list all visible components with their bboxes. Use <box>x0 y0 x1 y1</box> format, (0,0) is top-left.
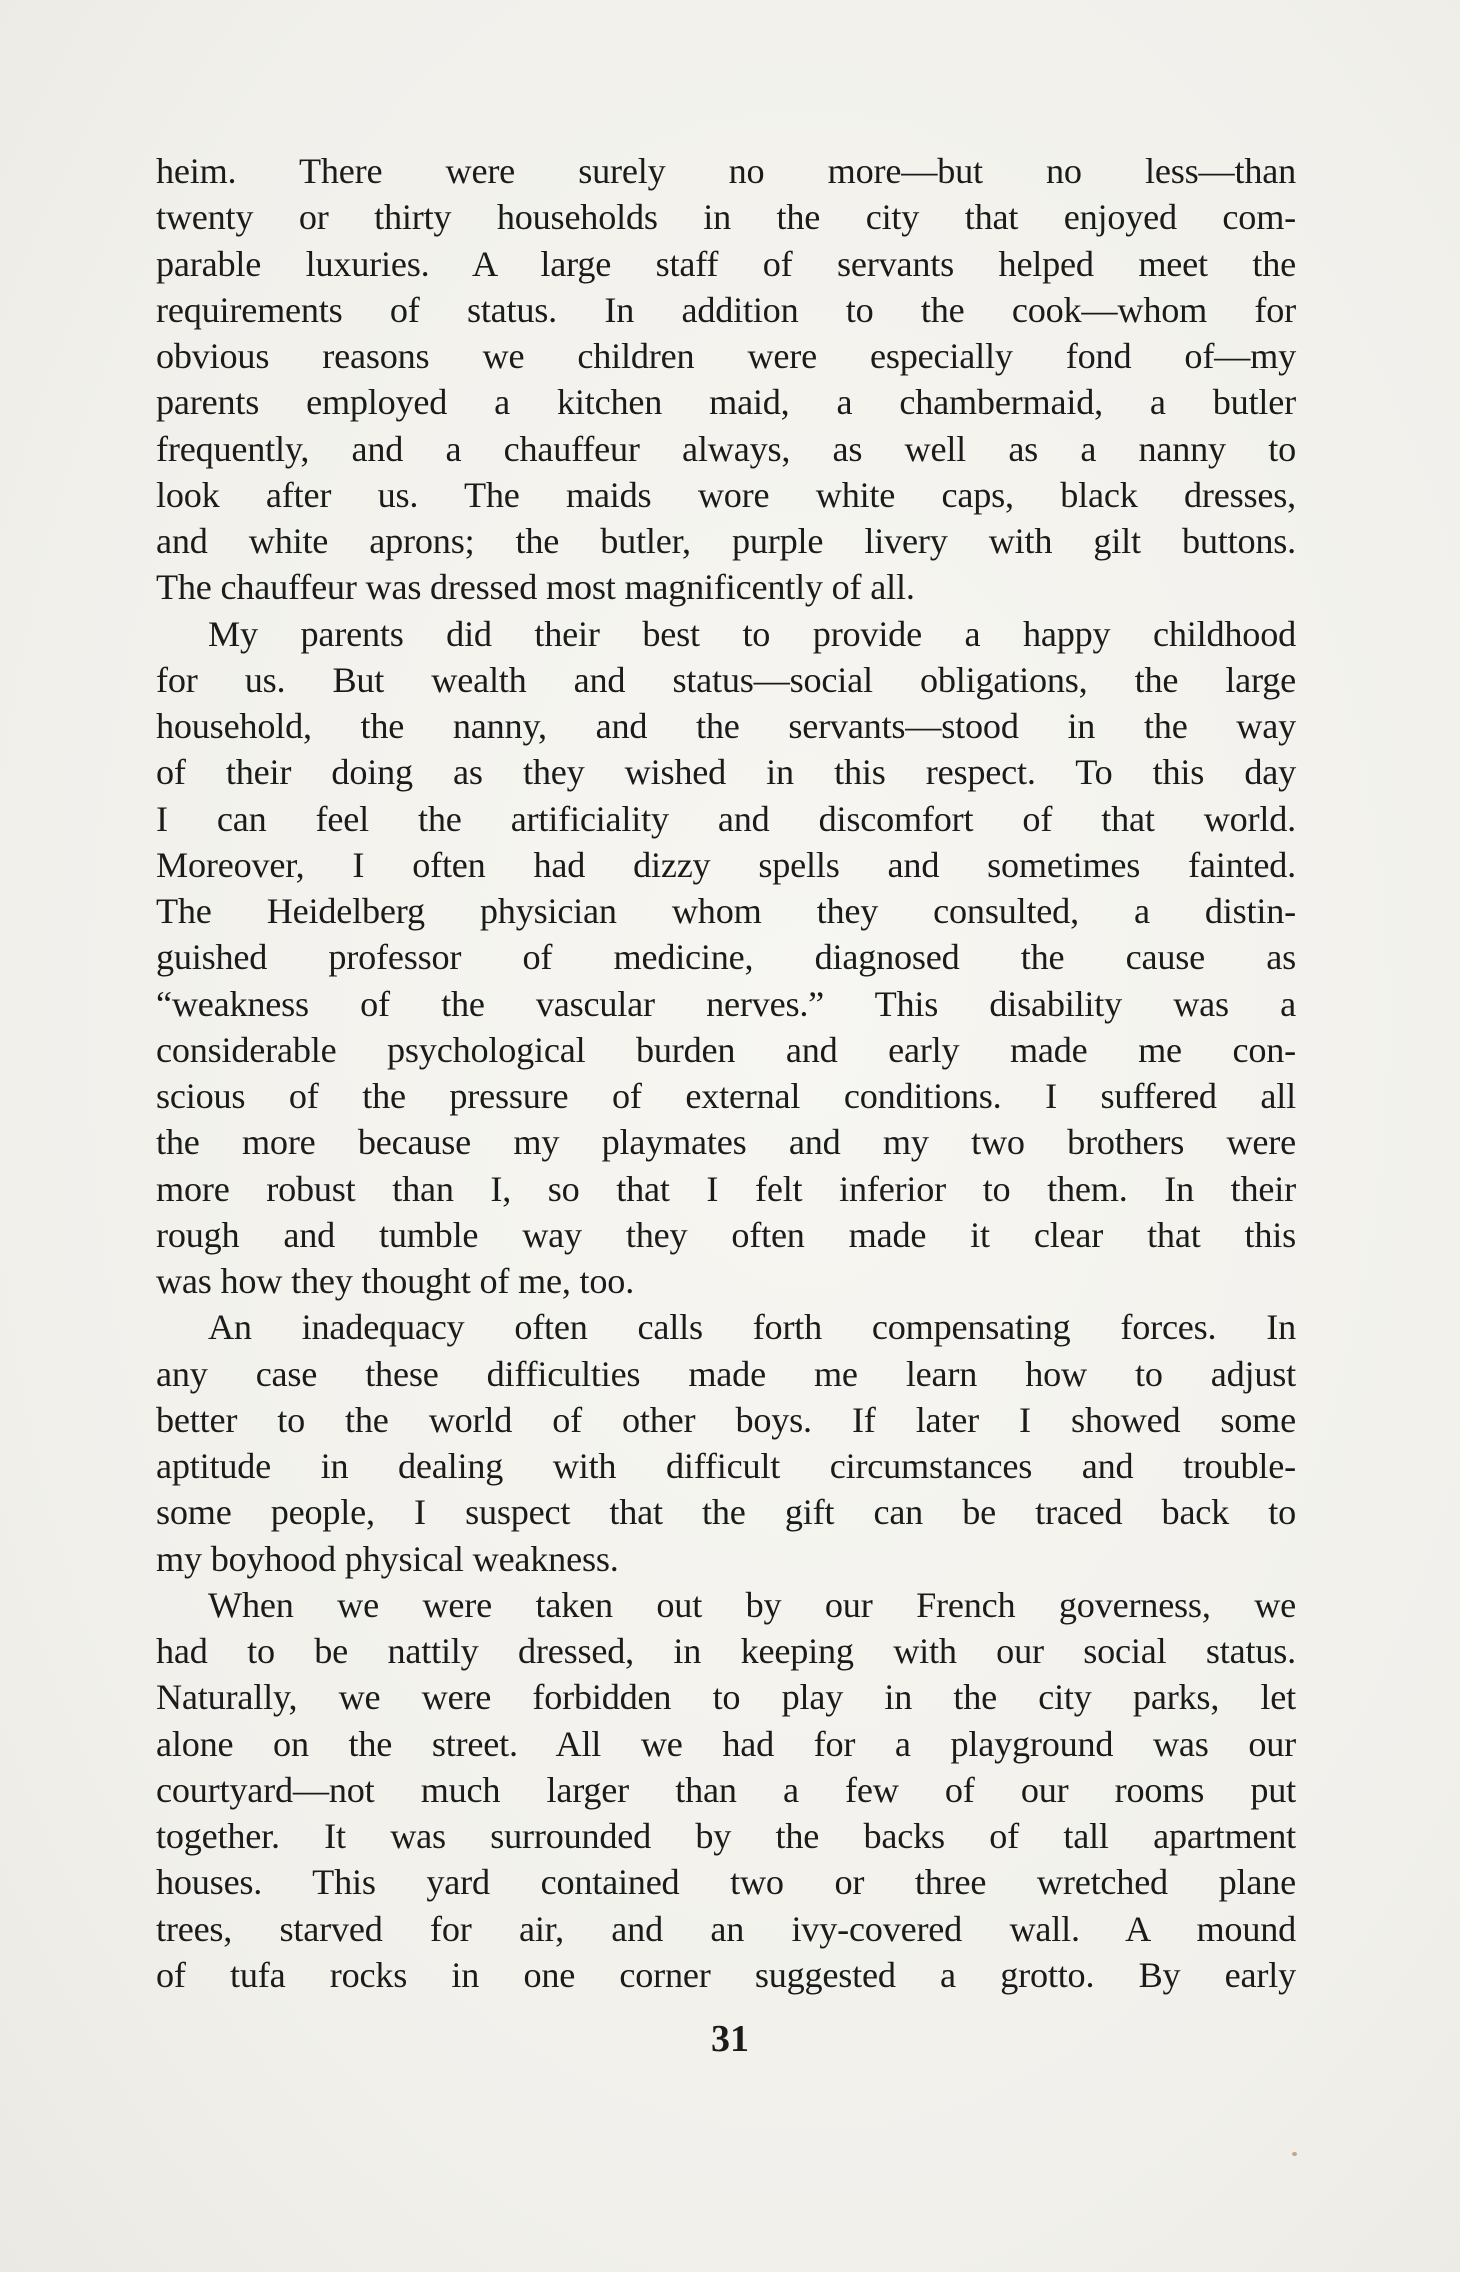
page-number: 31 <box>711 2018 749 2060</box>
text-line: household, the nanny, and the servants—stood in the way <box>156 706 1296 746</box>
text-line: any case these difficulties made me learn how to adjust <box>156 1353 1296 1394</box>
text-line: the more because my playmates and my two brothers were <box>156 1122 1296 1163</box>
text-line: obvious reasons we children were especially fond of—my <box>156 336 1296 376</box>
text-line: alone on the street. All we had for a playground was our <box>156 1723 1296 1764</box>
text-line: The Heidelberg physician whom they consulted, a distin- <box>156 891 1296 931</box>
paper-speck <box>1292 2152 1297 2156</box>
text-line: Moreover, I often had dizzy spells and sometimes fainted. <box>156 844 1296 885</box>
text-line: twenty or thirty households in the city that enjoyed com- <box>156 197 1296 238</box>
text-line: and white aprons; the butler, purple livery with gilt buttons. <box>156 521 1296 561</box>
paragraph <box>156 148 1296 611</box>
text-line: “weakness of the vascular nerves.” This disability was a <box>156 983 1296 1024</box>
text-line: together. It was surrounded by the backs of tall apartment <box>156 1816 1296 1856</box>
text-line: When we were taken out by our French governess, we <box>208 1584 1296 1625</box>
text-line: for us. But wealth and status—social obligations, the large <box>156 659 1296 700</box>
text-line: some people, I suspect that the gift can be traced back to <box>156 1492 1296 1533</box>
text-line: guished professor of medicine, diagnosed the cause as <box>156 937 1296 978</box>
text-line: rough and tumble way they often made it clear that this <box>156 1214 1296 1255</box>
text-line: more robust than I, so that I felt inferior to them. In their <box>156 1168 1296 1209</box>
text-line: my boyhood physical weakness. <box>156 1538 619 1579</box>
text-line: parable luxuries. A large staff of servants helped meet the <box>156 243 1296 284</box>
text-line: of tufa rocks in one corner suggested a grotto. By early <box>156 1954 1296 1995</box>
text-line: houses. This yard contained two or three wretched plane <box>156 1862 1296 1903</box>
text-line: heim. There were surely no more—but no less—than <box>156 151 1296 191</box>
text-line: An inadequacy often calls forth compensating forces. In <box>208 1307 1296 1348</box>
text-line: look after us. The maids wore white caps, black dresses, <box>156 474 1296 515</box>
paragraph <box>156 1582 1296 1998</box>
text-line: better to the world of other boys. If later I showed some <box>156 1399 1296 1440</box>
text-line: The chauffeur was dressed most magnificently of all. <box>156 567 915 608</box>
text-line: My parents did their best to provide a happy childhood <box>208 613 1296 654</box>
text-line: of their doing as they wished in this respect. To this day <box>156 752 1296 793</box>
text-line: I can feel the artificiality and discomfort of that world. <box>156 798 1296 839</box>
text-line: parents employed a kitchen maid, a chambermaid, a butler <box>156 382 1296 423</box>
text-line: trees, starved for air, and an ivy-covered wall. A mound <box>156 1908 1296 1949</box>
text-line: requirements of status. In addition to the cook—whom for <box>156 289 1296 330</box>
text-line: considerable psychological burden and early made me con- <box>156 1029 1296 1070</box>
body-text <box>156 148 1296 1998</box>
text-line: had to be nattily dressed, in keeping with our social status. <box>156 1631 1296 1671</box>
text-line: scious of the pressure of external conditions. I suffered all <box>156 1076 1296 1116</box>
text-line: Naturally, we were forbidden to play in the city parks, let <box>156 1677 1296 1718</box>
text-line: frequently, and a chauffeur always, as well as a nanny to <box>156 428 1296 469</box>
text-line: was how they thought of me, too. <box>156 1261 635 1301</box>
paragraph <box>156 611 1296 1305</box>
text-line: aptitude in dealing with difficult circumstances and trouble- <box>156 1446 1296 1486</box>
paragraph <box>156 1304 1296 1582</box>
text-line: courtyard—not much larger than a few of our rooms put <box>156 1769 1296 1810</box>
